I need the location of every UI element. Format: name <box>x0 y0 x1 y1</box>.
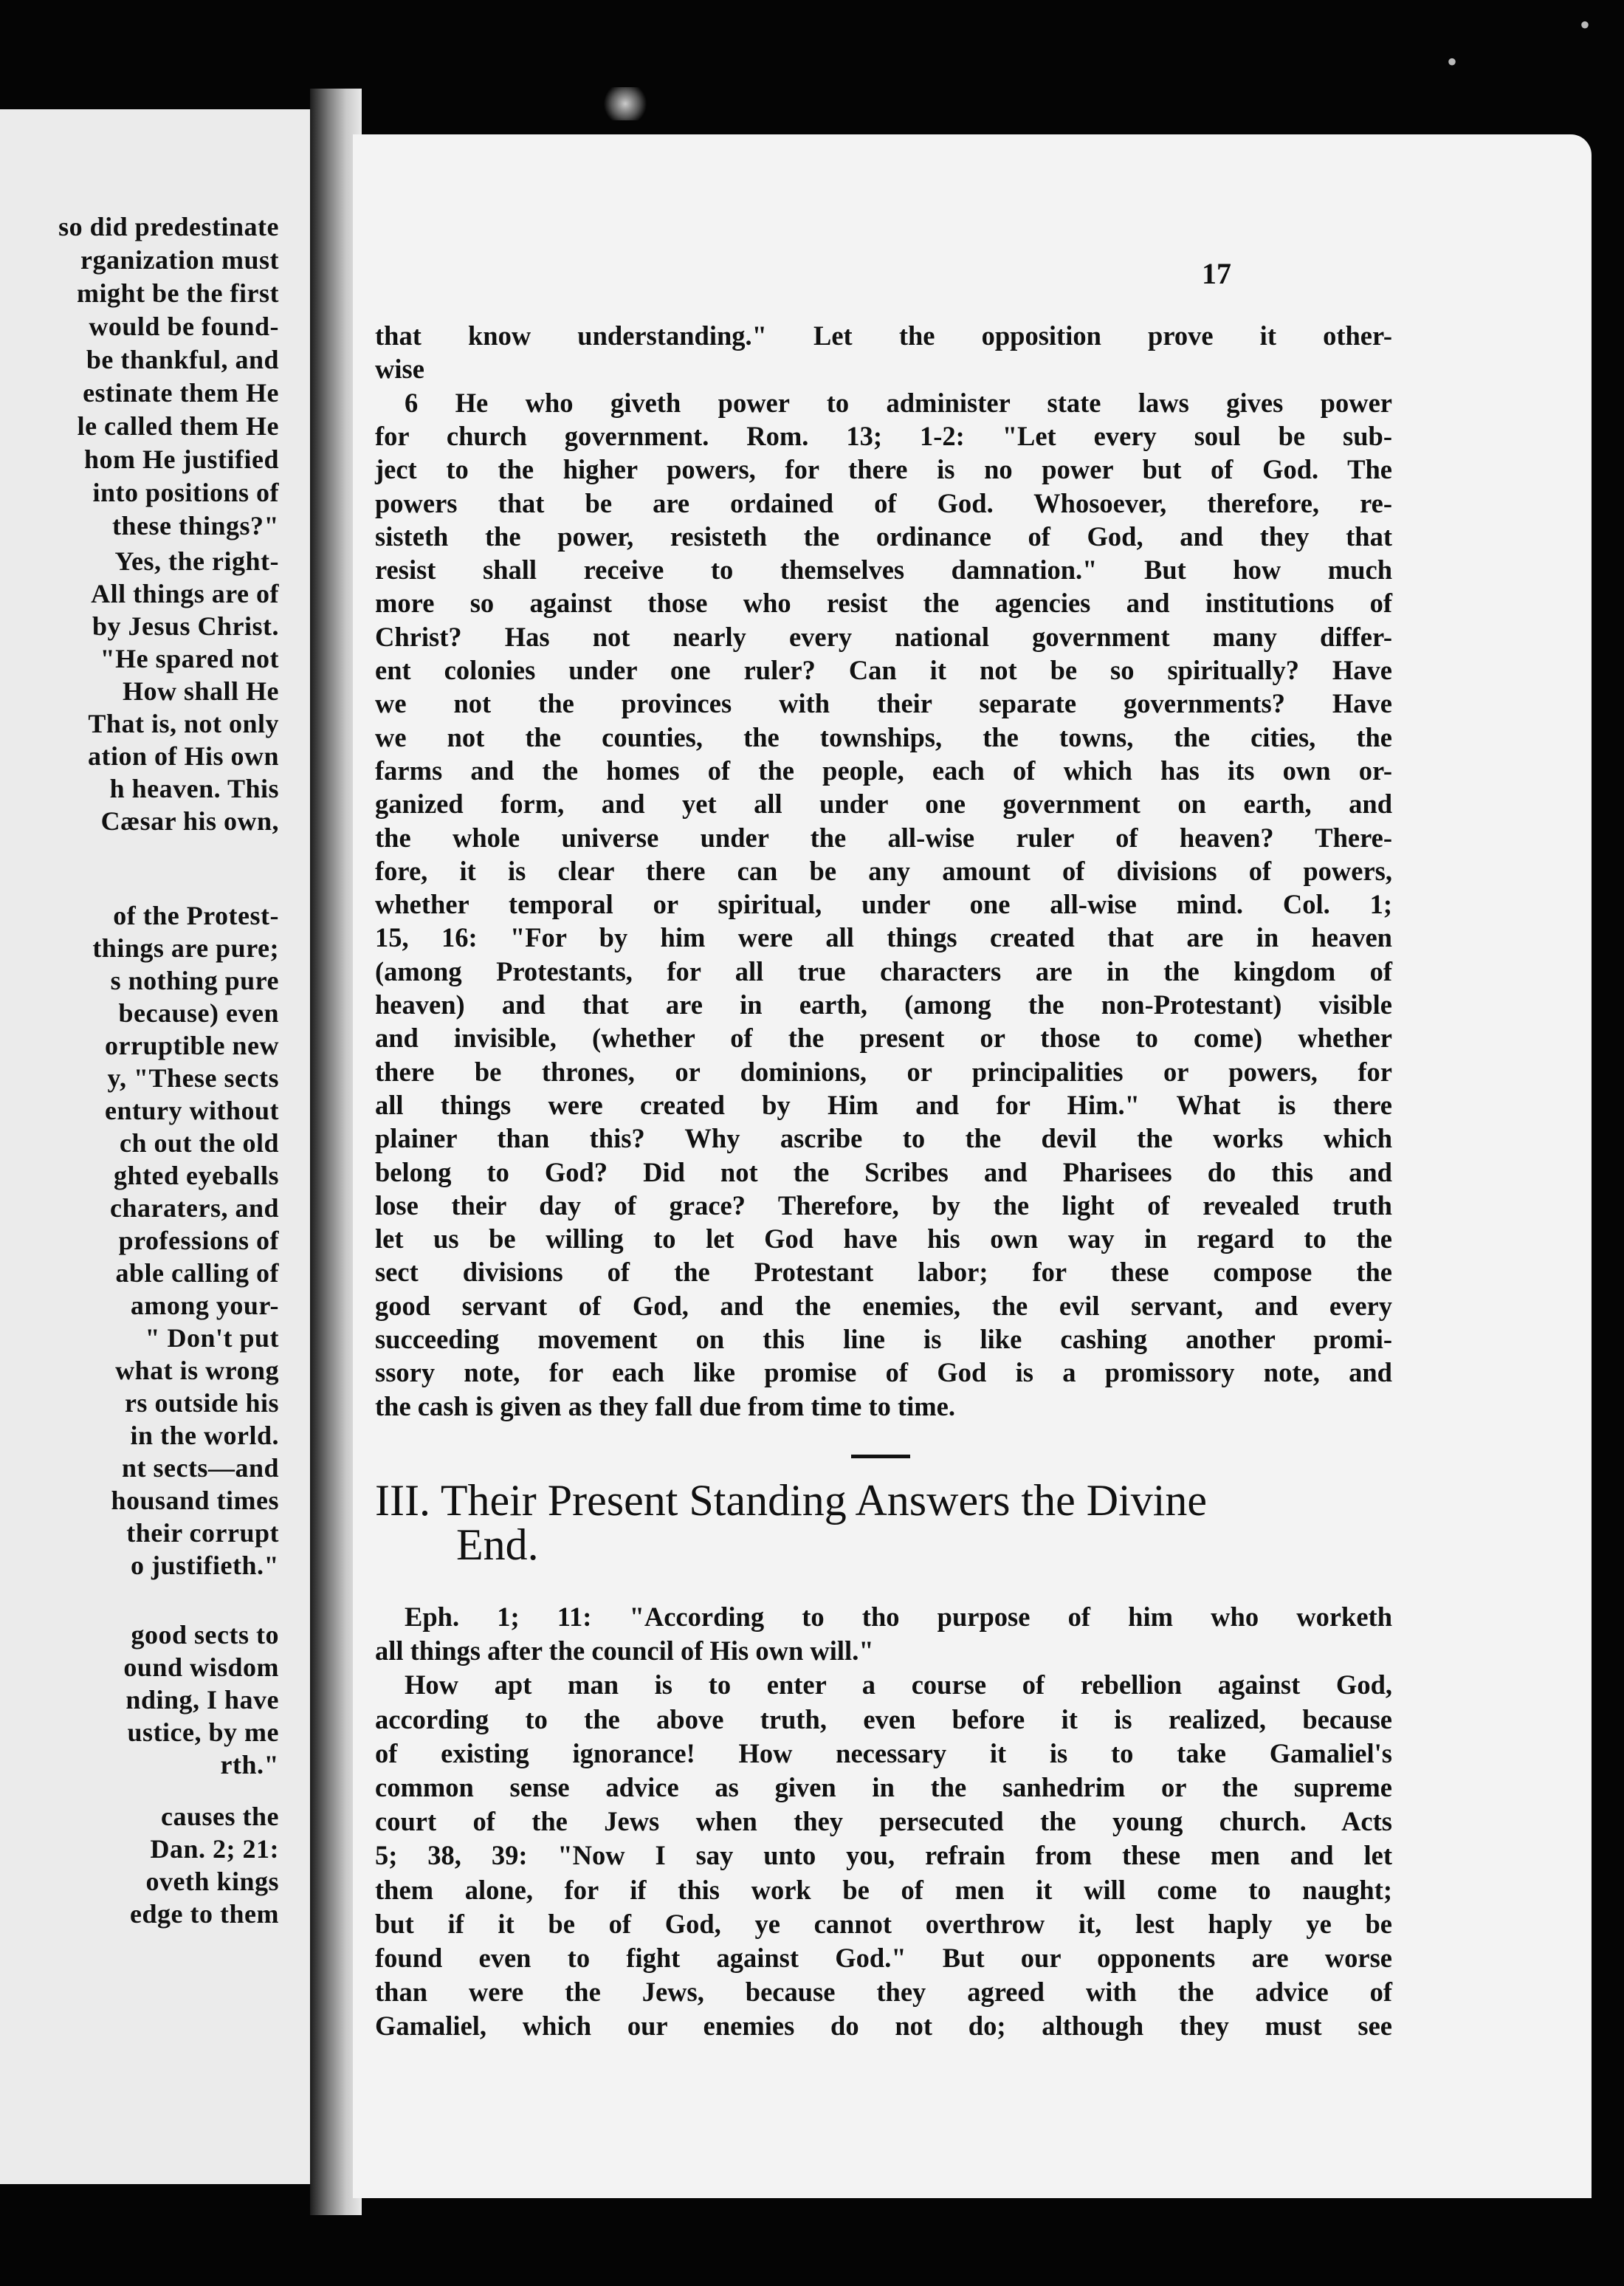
text-line: (among Protestants, for all true characters are in the kingdom of <box>375 956 1392 986</box>
text-line: 6 He who giveth power to administer state laws gives power <box>405 388 1392 418</box>
text-line: that know understanding." Let the opposition prove it other- <box>375 320 1392 351</box>
facing-page-line: good sects to <box>131 1620 279 1650</box>
facing-page-line: ustice, by me <box>127 1717 279 1747</box>
facing-page-line: That is, not only <box>88 709 279 738</box>
text-line: farms and the homes of the people, each of which has its own or- <box>375 755 1392 786</box>
text-line: ject to the higher powers, for there is no power but of God. The <box>375 454 1392 484</box>
facing-page-line: because) even <box>118 998 279 1028</box>
facing-page-line: le called them He <box>77 411 279 441</box>
facing-page-line: ation of His own <box>87 741 279 771</box>
facing-page-line: charaters, and <box>110 1193 279 1223</box>
text-line: sect divisions of the Protestant labor; for these compose the <box>375 1257 1392 1287</box>
facing-page-line: oveth kings <box>145 1867 279 1896</box>
facing-page-line: ound wisdom <box>123 1652 279 1682</box>
facing-page-line: by Jesus Christ. <box>92 611 279 641</box>
text-line: How apt man is to enter a course of rebellion against God, <box>405 1669 1392 1700</box>
facing-page-line: y, "These sects <box>107 1063 279 1093</box>
facing-page-line: nt sects—and <box>121 1453 279 1483</box>
facing-page-line: How shall He <box>122 676 279 706</box>
text-line: Eph. 1; 11: "According to tho purpose of him who worketh <box>405 1602 1392 1632</box>
text-line: let us be willing to let God have his own way in regard to the <box>375 1223 1392 1254</box>
facing-page-line: their corrupt <box>126 1518 279 1548</box>
text-line: there be thrones, or dominions, or principalities or powers, for <box>375 1057 1392 1087</box>
facing-page-line: causes the <box>161 1802 279 1831</box>
text-line: 5; 38, 39: "Now I say unto you, refrain from these men and let <box>375 1840 1392 1870</box>
facing-page-line: nding, I have <box>125 1685 279 1714</box>
facing-page-line: ch out the old <box>119 1128 279 1158</box>
text-line: more so against those who resist the agencies and institutions of <box>375 588 1392 618</box>
text-line: Christ? Has not nearly every national government many differ- <box>375 622 1392 652</box>
facing-page-line: rs outside his <box>124 1388 279 1418</box>
facing-page <box>0 109 314 2184</box>
facing-page-line: estinate them He <box>83 378 279 408</box>
facing-page-line: housand times <box>111 1486 279 1515</box>
facing-page-line: so did predestinate <box>58 212 279 241</box>
facing-page-line: Cæsar his own, <box>100 806 279 836</box>
facing-page-line: o justifieth." <box>131 1551 279 1580</box>
text-line: fore, it is clear there can be any amount of divisions of powers, <box>375 856 1392 886</box>
facing-page-line: All things are of <box>91 579 279 608</box>
text-line: sisteth the power, resisteth the ordinance of God, and they that <box>375 521 1392 552</box>
section-heading-line: End. <box>456 1520 539 1569</box>
text-line: ent colonies under one ruler? Can it not be so spiritually? Have <box>375 655 1392 685</box>
facing-page-line: entury without <box>104 1096 279 1125</box>
facing-page-line: "He spared not <box>100 644 279 673</box>
text-line: of existing ignorance! How necessary it is to take Gamaliel's <box>375 1738 1392 1768</box>
facing-page-line: edge to them <box>130 1899 279 1929</box>
facing-page-line: in the world. <box>130 1421 279 1450</box>
text-line: all things after the council of His own will." <box>375 1635 874 1666</box>
facing-page-line: orruptible new <box>105 1031 279 1060</box>
facing-page-line: rth." <box>220 1750 279 1779</box>
facing-page-line: might be the first <box>77 278 279 308</box>
text-line: and invisible, (whether of the present or those to come) whether <box>375 1023 1392 1053</box>
text-line: wise <box>375 354 424 384</box>
facing-page-line: Yes, the right- <box>114 546 279 576</box>
facing-page-line: what is wrong <box>115 1356 279 1385</box>
text-line: good servant of God, and the enemies, the evil servant, and every <box>375 1291 1392 1321</box>
scan-artifact <box>599 87 651 120</box>
section-heading <box>375 1478 1408 1567</box>
facing-page-line: among your- <box>130 1291 279 1320</box>
text-line: but if it be of God, ye cannot overthrow it, lest haply ye be <box>375 1909 1392 1939</box>
text-line: resist shall receive to themselves damnation." But how much <box>375 555 1392 585</box>
facing-page-line: hom He justified <box>84 444 279 474</box>
text-line: we not the counties, the townships, the towns, the cities, the <box>375 722 1392 752</box>
page <box>353 134 1592 2198</box>
text-line: them alone, for if this work be of men it will come to naught; <box>375 1875 1392 1905</box>
facing-page-line: professions of <box>118 1226 279 1255</box>
facing-page-line: " Don't put <box>145 1323 279 1353</box>
facing-page-line: Dan. 2; 21: <box>150 1834 279 1864</box>
text-line: belong to God? Did not the Scribes and Pharisees do this and <box>375 1157 1392 1187</box>
text-line: all things were created by Him and for Him." What is there <box>375 1090 1392 1120</box>
page-number: 17 <box>1202 257 1231 290</box>
text-line: court of the Jews when they persecuted the young church. Acts <box>375 1806 1392 1836</box>
facing-page-line: able calling of <box>115 1258 279 1288</box>
text-line: plainer than this? Why ascribe to the devil the works which <box>375 1123 1392 1153</box>
facing-page-line: would be found- <box>89 312 279 341</box>
text-line: we not the provinces with their separate governments? Have <box>375 688 1392 718</box>
facing-page-line: of the Protest- <box>113 901 279 930</box>
section-heading-line: III. Their Present Standing Answers the Divine <box>375 1476 1208 1525</box>
text-line: powers that be are ordained of God. Whosoever, therefore, re- <box>375 488 1392 518</box>
text-line: 15, 16: "For by him were all things created that are in heaven <box>375 922 1392 952</box>
text-line: ganized form, and yet all under one government on earth, and <box>375 789 1392 819</box>
facing-page-line: s nothing pure <box>110 966 279 995</box>
scan-artifact: • <box>1580 8 1591 41</box>
facing-page-line: ghted eyeballs <box>113 1161 279 1190</box>
facing-page-line: h heaven. This <box>109 774 279 803</box>
text-line: Gamaliel, which our enemies do not do; although they must see <box>375 2011 1392 2041</box>
text-line: for church government. Rom. 13; 1-2: "Let every soul be sub- <box>375 421 1392 451</box>
text-line: than were the Jews, because they agreed with the advice of <box>375 1977 1392 2007</box>
text-line: the cash is given as they fall due from time to time. <box>375 1391 955 1421</box>
text-line: according to the above truth, even before it is realized, because <box>375 1704 1392 1734</box>
text-line: found even to fight against God." But our opponents are worse <box>375 1943 1392 1973</box>
text-line: common sense advice as given in the sanhedrim or the supreme <box>375 1772 1392 1802</box>
text-line: succeeding movement on this line is like cashing another promi- <box>375 1324 1392 1354</box>
facing-page-line: be thankful, and <box>86 345 279 374</box>
facing-page-line: rganization must <box>80 245 279 275</box>
scan-artifact: • <box>1447 45 1458 78</box>
facing-page-line: these things?" <box>111 511 279 540</box>
text-line: the whole universe under the all-wise ruler of heaven? There- <box>375 823 1392 853</box>
text-line: heaven) and that are in earth, (among the non-Protestant) visible <box>375 989 1392 1020</box>
text-line: lose their day of grace? Therefore, by the light of revealed truth <box>375 1190 1392 1221</box>
facing-page-line: things are pure; <box>92 933 279 963</box>
facing-page-line: into positions of <box>92 478 279 507</box>
text-line: ssory note, for each like promise of God is a promissory note, and <box>375 1357 1392 1387</box>
text-line: whether temporal or spiritual, under one all-wise mind. Col. 1; <box>375 889 1392 919</box>
section-separator <box>851 1455 910 1458</box>
